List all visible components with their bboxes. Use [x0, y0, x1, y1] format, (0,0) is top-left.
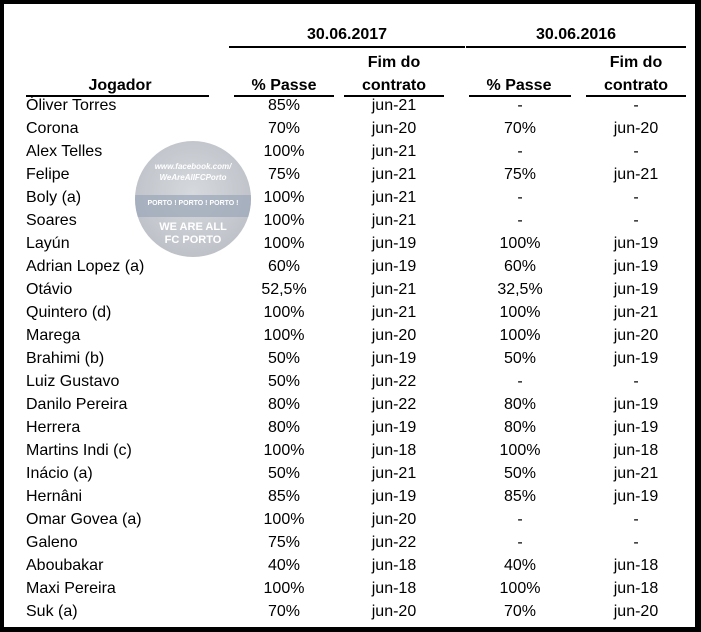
cell-pass-2017: 70%	[267, 603, 301, 620]
cell-pass-2017: 100%	[263, 511, 305, 528]
cell-contract-2016: jun-21	[613, 465, 659, 482]
cell-contract-2017: jun-19	[371, 350, 417, 367]
col-header-contract-2016-line1: Fim do	[609, 54, 663, 71]
cell-contract-2016: jun-20	[613, 120, 659, 137]
cell-player: Martins Indi (c)	[26, 442, 132, 459]
cell-pass-2016: -	[517, 212, 523, 229]
season-2016-header: 30.06.2016	[535, 26, 617, 43]
col-header-contract-2017-line1: Fim do	[367, 54, 421, 71]
cell-pass-2017: 100%	[263, 442, 305, 459]
col-header-pass-2016: % Passe	[486, 77, 552, 94]
cell-pass-2017: 40%	[267, 557, 301, 574]
cell-player: Soares	[26, 212, 77, 229]
cell-player: Marega	[26, 327, 81, 344]
cell-contract-2016: -	[633, 212, 639, 229]
cell-pass-2017: 80%	[267, 419, 301, 436]
cell-pass-2016: 32,5%	[497, 281, 543, 298]
cell-contract-2016: -	[633, 511, 639, 528]
cell-pass-2017: 50%	[267, 350, 301, 367]
cell-pass-2016: 70%	[503, 120, 537, 137]
cell-contract-2016: jun-19	[613, 258, 659, 275]
season-2017-header: 30.06.2017	[306, 26, 388, 43]
cell-contract-2016: jun-19	[613, 419, 659, 436]
col-header-pass-2017: % Passe	[251, 77, 317, 94]
cell-contract-2016: jun-19	[613, 488, 659, 505]
cell-pass-2016: 100%	[499, 235, 541, 252]
cell-pass-2016: 80%	[503, 396, 537, 413]
cell-pass-2016: 50%	[503, 465, 537, 482]
cell-pass-2017: 85%	[267, 488, 301, 505]
col-header-contract-2016-line2: contrato	[604, 77, 668, 94]
cell-pass-2017: 100%	[263, 304, 305, 321]
cell-player: Quintero (d)	[26, 304, 112, 321]
watermark-line3: WE ARE ALL	[159, 221, 227, 233]
cell-pass-2017: 70%	[267, 120, 301, 137]
cell-contract-2016: jun-18	[613, 442, 659, 459]
cell-contract-2016: jun-21	[613, 304, 659, 321]
cell-player: Brahimi (b)	[26, 350, 105, 367]
cell-contract-2017: jun-21	[371, 465, 417, 482]
cell-contract-2017: jun-22	[371, 373, 417, 390]
cell-contract-2017: jun-20	[371, 603, 417, 620]
cell-player: Adrian Lopez (a)	[26, 258, 145, 275]
cell-pass-2016: 100%	[499, 327, 541, 344]
cell-player: Aboubakar	[26, 557, 104, 574]
col-header-contract-2017-line2: contrato	[362, 77, 426, 94]
cell-pass-2016: -	[517, 534, 523, 551]
cell-player: Galeno	[26, 534, 78, 551]
cell-contract-2017: jun-21	[371, 166, 417, 183]
cell-pass-2017: 100%	[263, 235, 305, 252]
cell-pass-2016: 100%	[499, 304, 541, 321]
watermark-line1: www.facebook.com/	[154, 162, 232, 171]
col-header-player: Jogador	[88, 77, 152, 94]
cell-contract-2017: jun-21	[371, 189, 417, 206]
cell-contract-2016: -	[633, 97, 639, 114]
cell-pass-2016: -	[517, 143, 523, 160]
cell-player: Alex Telles	[26, 143, 103, 160]
cell-player: Boly (a)	[26, 189, 82, 206]
cell-contract-2016: jun-19	[613, 350, 659, 367]
cell-player: Otávio	[26, 281, 73, 298]
cell-pass-2016: 100%	[499, 442, 541, 459]
cell-player: Óliver Torres	[26, 97, 117, 114]
season-2017-rule	[229, 46, 465, 48]
cell-pass-2017: 85%	[267, 97, 301, 114]
cell-pass-2016: 60%	[503, 258, 537, 275]
cell-contract-2016: jun-21	[613, 166, 659, 183]
cell-pass-2017: 100%	[263, 580, 305, 597]
cell-player: Omar Govea (a)	[26, 511, 142, 528]
cell-contract-2017: jun-21	[371, 143, 417, 160]
cell-pass-2017: 50%	[267, 465, 301, 482]
cell-pass-2017: 80%	[267, 396, 301, 413]
cell-contract-2016: jun-19	[613, 396, 659, 413]
cell-pass-2017: 100%	[263, 143, 305, 160]
cell-pass-2016: 70%	[503, 603, 537, 620]
watermark-band-text: PORTO ! PORTO ! PORTO !	[147, 200, 239, 207]
cell-pass-2017: 60%	[267, 258, 301, 275]
cell-contract-2017: jun-19	[371, 488, 417, 505]
cell-contract-2017: jun-20	[371, 120, 417, 137]
cell-player: Herrera	[26, 419, 81, 436]
cell-contract-2017: jun-19	[371, 235, 417, 252]
table-sheet	[4, 4, 695, 627]
cell-contract-2016: jun-19	[613, 281, 659, 298]
cell-contract-2016: jun-19	[613, 235, 659, 252]
cell-pass-2016: 80%	[503, 419, 537, 436]
cell-contract-2017: jun-18	[371, 580, 417, 597]
cell-contract-2016: -	[633, 534, 639, 551]
cell-contract-2017: jun-21	[371, 97, 417, 114]
season-2016-rule	[466, 46, 686, 48]
cell-player: Maxi Pereira	[26, 580, 116, 597]
cell-contract-2017: jun-18	[371, 442, 417, 459]
cell-pass-2017: 75%	[267, 166, 301, 183]
cell-pass-2016: -	[517, 97, 523, 114]
cell-contract-2017: jun-22	[371, 396, 417, 413]
cell-pass-2016: -	[517, 189, 523, 206]
cell-pass-2016: 40%	[503, 557, 537, 574]
cell-contract-2017: jun-19	[371, 419, 417, 436]
cell-pass-2017: 100%	[263, 189, 305, 206]
cell-contract-2017: jun-22	[371, 534, 417, 551]
cell-contract-2017: jun-18	[371, 557, 417, 574]
cell-contract-2016: jun-18	[613, 557, 659, 574]
cell-pass-2016: -	[517, 511, 523, 528]
cell-pass-2017: 100%	[263, 327, 305, 344]
cell-pass-2016: 75%	[503, 166, 537, 183]
cell-player: Inácio (a)	[26, 465, 93, 482]
cell-contract-2016: jun-20	[613, 327, 659, 344]
cell-contract-2017: jun-21	[371, 212, 417, 229]
cell-pass-2017: 50%	[267, 373, 301, 390]
cell-pass-2017: 75%	[267, 534, 301, 551]
cell-contract-2017: jun-21	[371, 281, 417, 298]
cell-player: Felipe	[26, 166, 70, 183]
cell-pass-2016: 85%	[503, 488, 537, 505]
cell-player: Hernâni	[26, 488, 83, 505]
cell-player: Corona	[26, 120, 79, 137]
cell-pass-2016: 50%	[503, 350, 537, 367]
cell-player: Danilo Pereira	[26, 396, 128, 413]
cell-contract-2016: -	[633, 143, 639, 160]
cell-contract-2017: jun-20	[371, 327, 417, 344]
watermark-line4: FC PORTO	[164, 234, 222, 246]
cell-contract-2016: -	[633, 373, 639, 390]
cell-pass-2017: 52,5%	[261, 281, 307, 298]
cell-contract-2017: jun-20	[371, 511, 417, 528]
cell-contract-2017: jun-19	[371, 258, 417, 275]
cell-contract-2016: jun-20	[613, 603, 659, 620]
cell-contract-2016: -	[633, 189, 639, 206]
cell-contract-2017: jun-21	[371, 304, 417, 321]
cell-pass-2016: 100%	[499, 580, 541, 597]
cell-player: Luiz Gustavo	[26, 373, 120, 390]
cell-player: Layún	[26, 235, 70, 252]
watermark-line2: WeAreAllFCPorto	[159, 173, 227, 182]
cell-pass-2017: 100%	[263, 212, 305, 229]
cell-contract-2016: jun-18	[613, 580, 659, 597]
cell-pass-2016: -	[517, 373, 523, 390]
cell-player: Suk (a)	[26, 603, 78, 620]
